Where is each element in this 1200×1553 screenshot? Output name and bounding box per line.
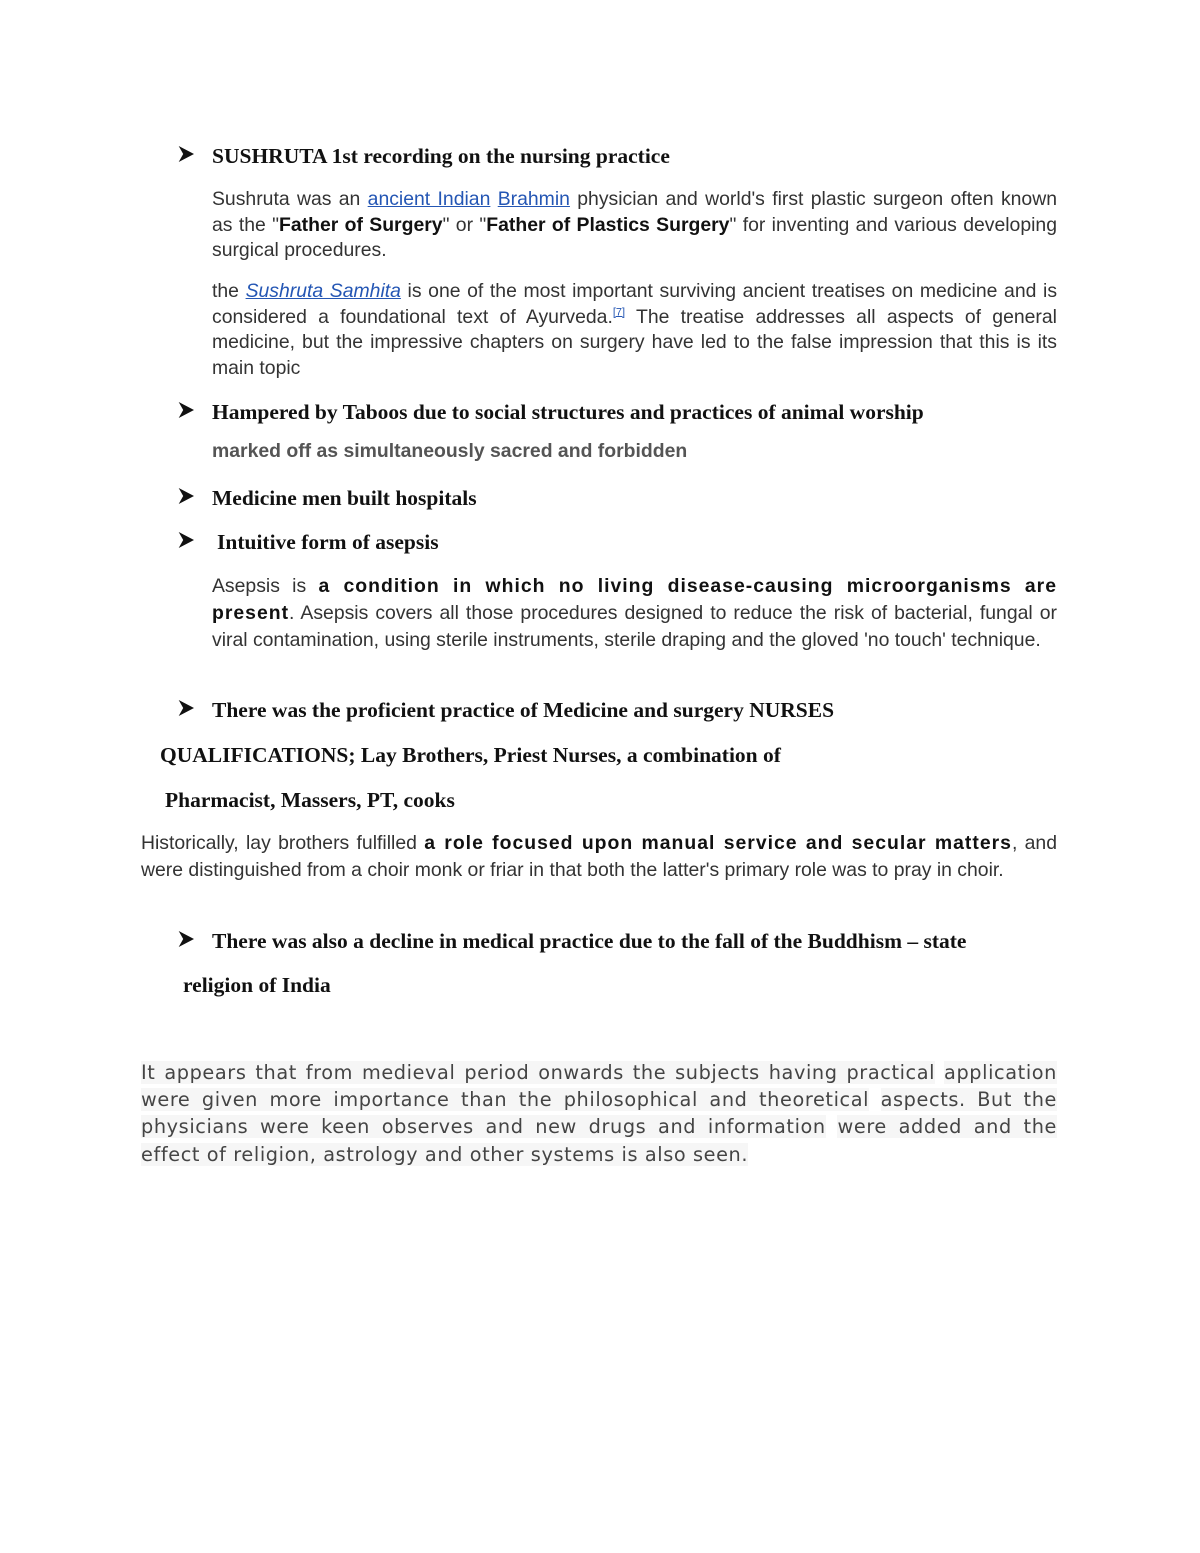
- bold-lay-brothers-role: a role focused upon manual service and secular matters: [424, 832, 1012, 854]
- bullet-taboos: [176, 400, 924, 425]
- arrow-bullet-icon: [178, 930, 210, 948]
- qualifications-line-1: QUALIFICATIONS; Lay Brothers, Priest Nurses, a combination of: [160, 743, 781, 767]
- arrow-bullet-icon: [178, 401, 210, 419]
- paragraph-asepsis: [212, 573, 1057, 654]
- bold-asepsis-definition: a condition in which no living disease-causing microorganisms are present: [212, 575, 1057, 624]
- heading-taboos: Hampered by Taboos due to social structures and practices of animal worship: [212, 400, 924, 424]
- paragraph-sushruta-2: [212, 279, 1057, 381]
- text-run: " for inventing and various developing surgical procedures.: [212, 213, 1057, 261]
- text-run: Sushruta was an: [212, 188, 368, 210]
- citation-link[interactable]: [7]: [612, 306, 626, 319]
- closing-line: aspects. But the physicians were keen observes and new drugs and information: [141, 1088, 1057, 1139]
- text-run: physician and world's first plastic surgeon often known as the ": [212, 188, 1057, 236]
- arrow-bullet-icon: [178, 699, 210, 717]
- paragraph-lay-brothers: [141, 830, 1057, 884]
- heading-decline: There was also a decline in medical practice due to the fall of the Buddhism – state: [212, 929, 967, 953]
- arrow-bullet-icon: [178, 145, 210, 163]
- text-run: Asepsis is: [212, 575, 319, 597]
- text-run: . Asepsis covers all those procedures designed to reduce the risk of bacterial, fungal or viral contamination, using sterile instruments, sterile draping and the gloved 'no touch' technique.: [212, 602, 1057, 651]
- bullet-decline: [176, 929, 966, 954]
- taboos-subtext: marked off as simultaneously sacred and forbidden: [212, 440, 688, 462]
- bold-father-of-plastics-surgery: Father of Plastics Surgery: [486, 213, 730, 236]
- closing-line: It appears that from medieval period onwards the subjects having practical: [141, 1061, 936, 1084]
- bold-father-of-surgery: Father of Surgery: [279, 213, 443, 236]
- text-run: is one of the most important surviving ancient treatises on medicine and is considered a foundational text of Ayurveda.: [212, 280, 1058, 328]
- link-brahmin[interactable]: Brahmin: [497, 188, 570, 210]
- bullet-sushruta: [176, 144, 670, 169]
- heading-asepsis: Intuitive form of asepsis: [217, 530, 439, 554]
- heading-medicine-men: Medicine men built hospitals: [212, 486, 477, 510]
- heading-sushruta: SUSHRUTA 1st recording on the nursing practice: [212, 144, 670, 168]
- bullet-asepsis: [176, 530, 439, 555]
- paragraph-sushruta-1: [212, 187, 1057, 264]
- text-run: , and were distinguished from a choir monk or friar in that both the latter's primary role was to pray in choir.: [141, 832, 1057, 881]
- text-run: [490, 188, 497, 210]
- arrow-bullet-icon: [178, 487, 210, 505]
- link-ancient-indian[interactable]: ancient Indian: [367, 188, 491, 210]
- heading-proficient: There was the proficient practice of Medicine and surgery NURSES: [212, 698, 835, 722]
- qualifications-line-2: Pharmacist, Massers, PT, cooks: [165, 788, 455, 812]
- arrow-bullet-icon: [178, 531, 210, 549]
- paragraph-medieval: [141, 1059, 1057, 1168]
- text-run: " or ": [442, 213, 487, 236]
- closing-line: application were given more importance than the philosophical and theoretical: [141, 1061, 1057, 1112]
- closing-line: were added and the effect of religion, astrology and other systems is also seen.: [141, 1115, 1057, 1166]
- bullet-medicine-men: [176, 486, 477, 511]
- link-sushruta-samhita[interactable]: Sushruta Samhita: [245, 280, 401, 302]
- text-run: Historically, lay brothers fulfilled: [141, 832, 425, 854]
- text-run: The treatise addresses all aspects of general medicine, but the impressive chapters on surgery have led to the false impression that this is its main topic: [212, 305, 1057, 379]
- text-run: the: [212, 280, 246, 302]
- bullet-proficient: [176, 698, 834, 723]
- heading-decline-line-2: religion of India: [183, 973, 331, 997]
